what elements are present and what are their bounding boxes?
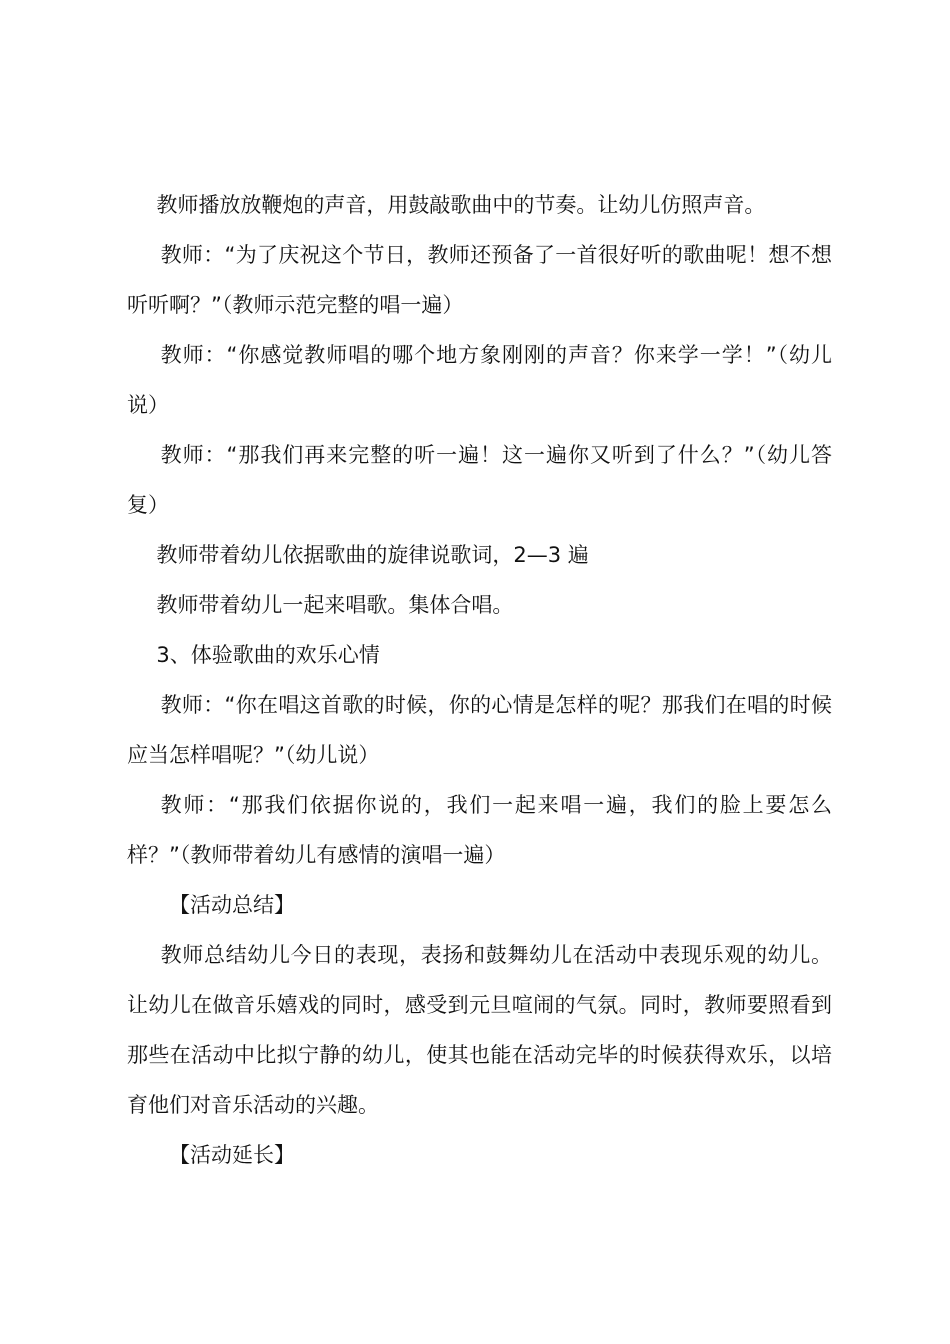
paragraph-firecracker-activity: 教师播放放鞭炮的声音，用鼓敲歌曲中的节奏。让幼儿仿照声音。 (156, 193, 766, 217)
paragraph-activity-summary: 教师总结幼儿今日的表现，表扬和鼓舞幼儿在活动中表现乐观的幼儿。让幼儿在做音乐嬉戏的同时，感受到元旦喧闹的气氛。同时，教师要照看到那些在活动中比拟宁静的幼儿，使其也能在活动完毕的时候获得欢乐，以培育他们对音乐活动的兴趣。 (127, 943, 832, 1117)
section-heading-activity-summary: 【活动总结】 (169, 893, 295, 917)
paragraph-teacher-sing-with-emotion: 教师：“那我们依据你说的，我们一起来唱一遍，我们的脸上要怎么样？”（教师带着幼儿有感情的演唱一遍） (127, 793, 832, 867)
paragraph-teacher-listen-again: 教师：“那我们再来完整的听一遍！这一遍你又听到了什么？”（幼儿答复） (127, 443, 832, 517)
section-heading-activity-extension: 【活动延长】 (169, 1143, 295, 1167)
paragraph-teacher-mood-question: 教师：“你在唱这首歌的时候，你的心情是怎样的呢？那我们在唱的时候应当怎样唱呢？”（幼儿说） (127, 693, 832, 767)
section-heading-experience-joy: 3、体验歌曲的欢乐心情 (156, 643, 380, 667)
document-body (127, 180, 832, 1180)
paragraph-sing-together: 教师带着幼儿一起来唱歌。集体合唱。 (156, 593, 514, 617)
paragraph-teacher-song-intro: 教师：“为了庆祝这个节日，教师还预备了一首很好听的歌曲呢！想不想听听啊？”（教师示范完整的唱一遍） (127, 243, 832, 317)
paragraph-lyrics-rhythm: 教师带着幼儿依据歌曲的旋律说歌词，2—3 遍 (156, 543, 589, 567)
paragraph-teacher-question-sound: 教师：“你感觉教师唱的哪个地方象刚刚的声音？你来学一学！”（幼儿说） (127, 343, 832, 417)
